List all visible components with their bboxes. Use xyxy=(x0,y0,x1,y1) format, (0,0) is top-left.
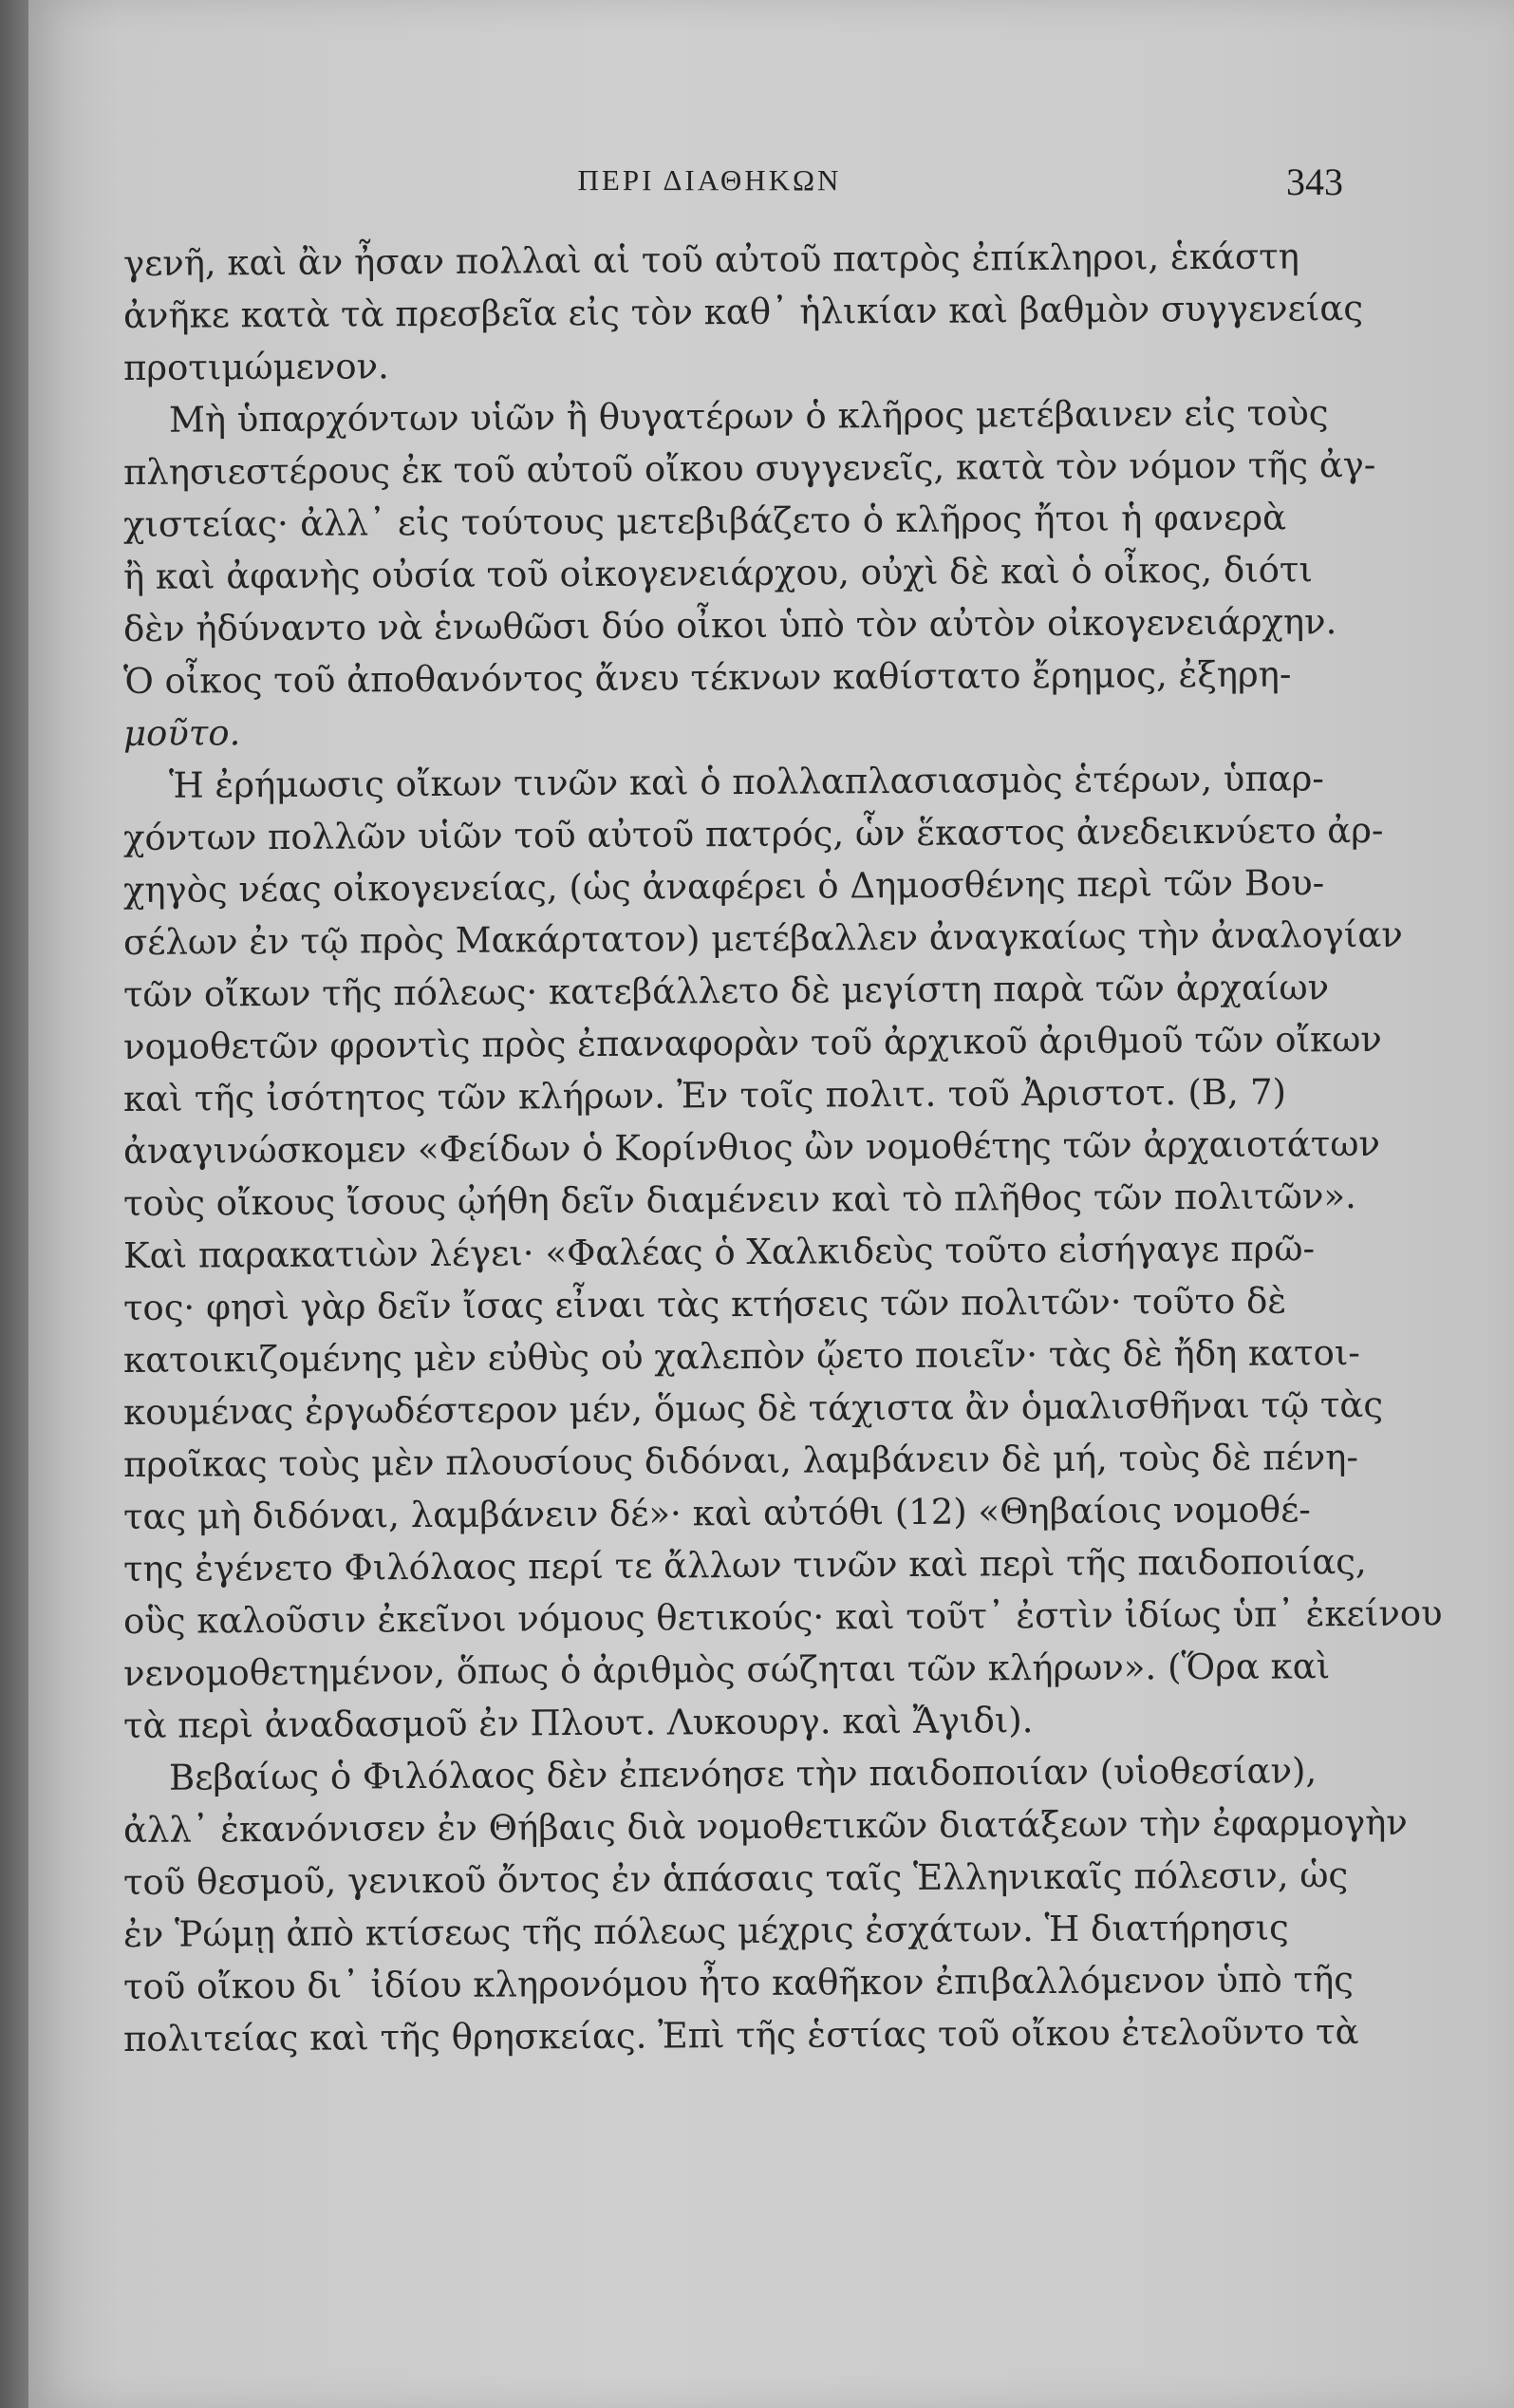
text-line: μοῦτο. xyxy=(122,712,241,754)
text-line: ἀλλ᾽ ἐκανόνισεν ἐν Θήβαις διὰ νομοθετικῶν διατάξεων τὴν ἐφαρμογὴν xyxy=(122,1801,1408,1851)
text-line: νομοθετῶν φροντὶς πρὸς ἐπαναφορὰν τοῦ ἀρχικοῦ ἀριθμοῦ τῶν οἴκων xyxy=(122,1018,1382,1067)
text-line: τοὺς οἴκους ἴσους ᾠήθη δεῖν διαμένειν καὶ τὸ πλῆθος τῶν πολιτῶν». xyxy=(122,1176,1356,1224)
text-line: κουμένας ἐργωδέστερον μέν, ὅμως δὲ τάχιστα ἂν ὁμαλισθῆναι τῷ τὰς xyxy=(122,1383,1384,1433)
text-line: κατοικιζομένης μὲν εὐθὺς οὐ χαλεπὸν ᾤετο ποιεῖν· τὰς δὲ ἤδη κατοι- xyxy=(122,1332,1360,1381)
paragraph-start-line: Μὴ ὑπαρχόντων υἱῶν ἢ θυγατέρων ὁ κλῆρος μετέβαινεν εἰς τοὺς xyxy=(168,392,1329,441)
text-line: πλησιεστέρους ἐκ τοῦ αὐτοῦ οἴκου συγγενεῖς, κατὰ τὸν νόμον τῆς ἀγ- xyxy=(122,443,1376,493)
page-number: 343 xyxy=(1286,160,1343,203)
book-binding-edge xyxy=(0,0,28,2408)
text-line: προτιμώμενον. xyxy=(122,346,389,388)
text-line: καὶ τῆς ἰσότητος τῶν κλήρων. Ἐν τοῖς πολιτ. τοῦ Ἀριστοτ. (Β, 7) xyxy=(122,1071,1287,1119)
text-line: τῶν οἴκων τῆς πόλεως· κατεβάλλετο δὲ μεγίστη παρὰ τῶν ἀρχαίων xyxy=(122,967,1330,1015)
text-line: σέλων ἐν τῷ πρὸς Μακάρτατον) μετέβαλλεν ἀναγκαίως τὴν ἀναλογίαν xyxy=(122,913,1403,963)
page-header xyxy=(123,160,1343,211)
text-line: ἢ καὶ ἀφανὴς οὐσία τοῦ οἰκογενειάρχου, οὐχὶ δὲ καὶ ὁ οἶκος, διότι xyxy=(122,549,1314,597)
text-line: ἐν Ῥώμῃ ἀπὸ κτίσεως τῆς πόλεως μέχρις ἐσχάτων. Ἡ διατήρησις xyxy=(122,1907,1289,1955)
text-line: χόντων πολλῶν υἱῶν τοῦ αὐτοῦ πατρός, ὧν ἕκαστος ἀνεδεικνύετο ἀρ- xyxy=(122,809,1384,858)
text-line: δὲν ἠδύναντο νὰ ἑνωθῶσι δύο οἶκοι ὑπὸ τὸν αὐτὸν οἰκογενειάρχην. xyxy=(122,601,1337,649)
text-line: τὰ περὶ ἀναδασμοῦ ἐν Πλουτ. Λυκουργ. καὶ Ἄγιδι). xyxy=(122,1700,1034,1746)
text-line: νενομοθετημένον, ὅπως ὁ ἀριθμὸς σώζηται τῶν κλήρων». (Ὅρα καὶ xyxy=(122,1646,1331,1694)
text-line: ἀναγινώσκομεν «Φείδων ὁ Κορίνθιος ὢν νομοθέτης τῶν ἀρχαιοτάτων xyxy=(122,1122,1381,1172)
text-line: τας μὴ διδόναι, λαμβάνειν δέ»· καὶ αὐτόθι (12) «Θηβαίοις νομοθέ- xyxy=(122,1489,1311,1537)
text-line: Ὁ οἶκος τοῦ ἀποθανόντος ἄνευ τέκνων καθίστατο ἔρημος, ἐξηρη- xyxy=(122,653,1292,702)
text-line: τος· φησὶ γὰρ δεῖν ἴσας εἶναι τὰς κτήσεις τῶν πολιτῶν· τοῦτο δὲ xyxy=(122,1280,1287,1328)
body-text xyxy=(122,235,1443,2065)
paragraph-start-line: Ἡ ἐρήμωσις οἴκων τινῶν καὶ ὁ πολλαπλασιασμὸς ἑτέρων, ὑπαρ- xyxy=(168,758,1324,806)
text-line: οὓς καλοῦσιν ἐκεῖνοι νόμους θετικούς· καὶ τοῦτ᾽ ἐστὶν ἰδίως ὑπ᾽ ἐκείνου xyxy=(122,1592,1443,1642)
text-line: της ἐγένετο Φιλόλαος περί τε ἄλλων τινῶν καὶ περὶ τῆς παιδοποιίας, xyxy=(122,1540,1367,1590)
text-line: χιστείας· ἀλλ᾽ εἰς τούτους μετεβιβάζετο ὁ κλῆρος ἤτοι ἡ φανερὰ xyxy=(122,497,1287,545)
paragraph-start-line: Βεβαίως ὁ Φιλόλαος δὲν ἐπενόησε τὴν παιδοποιίαν (υἱοθεσίαν), xyxy=(168,1750,1318,1798)
text-line: γενῆ, καὶ ἂν ἦσαν πολλαὶ αἱ τοῦ αὐτοῦ πατρὸς ἐπίκληροι, ἑκάστη xyxy=(122,235,1299,284)
running-title: ΠΕΡΙ ΔΙΑΘΗΚΩΝ xyxy=(577,163,842,197)
text-line: Καὶ παρακατιὼν λέγει· «Φαλέας ὁ Χαλκιδεὺς τοῦτο εἰσήγαγε πρῶ- xyxy=(122,1228,1316,1276)
text-line: πολιτείας καὶ τῆς θρησκείας. Ἐπὶ τῆς ἑστίας τοῦ οἴκου ἐτελοῦντο τὰ xyxy=(122,2011,1359,2060)
text-line: προῖκας τοὺς μὲν πλουσίους διδόναι, λαμβάνειν δὲ μή, τοὺς δὲ πένη- xyxy=(122,1437,1358,1485)
text-line: χηγὸς νέας οἰκογενείας, (ὡς ἀναφέρει ὁ Δημοσθένης περὶ τῶν Βου- xyxy=(122,862,1325,911)
text-line: τοῦ θεσμοῦ, γενικοῦ ὄντος ἐν ἁπάσαις ταῖς Ἑλληνικαῖς πόλεσιν, ὡς xyxy=(122,1854,1349,1903)
book-page xyxy=(28,0,1514,2408)
text-line: ἀνῆκε κατὰ τὰ πρεσβεῖα εἰς τὸν καθ᾽ ἡλικίαν καὶ βαθμὸν συγγενείας xyxy=(122,288,1364,336)
text-line: τοῦ οἴκου δι᾽ ἰδίου κληρονόμου ἦτο καθῆκον ἐπιβαλλόμενον ὑπὸ τῆς xyxy=(122,1959,1355,2007)
